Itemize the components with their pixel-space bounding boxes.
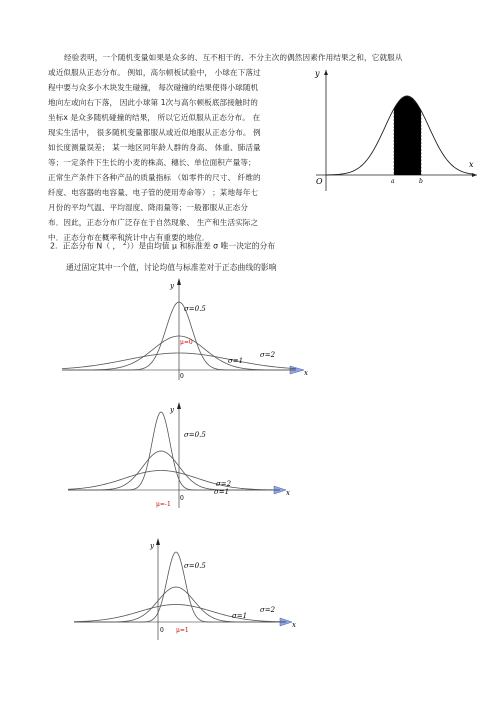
normal-graph-mu-1 <box>72 536 302 646</box>
origin-label: O <box>316 177 323 186</box>
sigma-1-label: σ=1 <box>228 357 244 365</box>
sigma-2-label: σ=2 <box>260 351 276 359</box>
section-text-b: ））是由均值 μ 和标准差 σ 唯一决定的分布 <box>126 241 276 251</box>
shaded-normal-figure <box>312 66 482 198</box>
normal-graph-mu-minus-1 <box>66 400 296 512</box>
origin-label: 0 <box>180 373 184 380</box>
sigma-0.5-label: σ=0.5 <box>184 562 206 570</box>
intro-line: 中．正态分布在概率和统计中占有重要的地位． <box>48 233 210 242</box>
curve-sigma-0.5 <box>74 552 286 622</box>
intro-line: 地向左或向右下落， 因此小球第 1次与高尔顿板底部接触时的 <box>48 98 258 107</box>
intro-line: 现实生活中， 很多随机变量都服从或近似地服从正态分布。 例 <box>48 128 261 137</box>
x-axis-arrow <box>472 173 477 177</box>
curve-sigma-2 <box>74 605 286 622</box>
intro-line: 等；一定条件下生长的小麦的株高、穗长、单位面积产量等； <box>48 158 256 167</box>
intro-line: 正常生产条件下各种产品的质量指标 （如零件的尺寸、 纤维的 <box>48 173 261 182</box>
mu-label: μ=-1 <box>156 501 171 508</box>
section-2-heading <box>50 240 275 252</box>
mu-label: μ=1 <box>176 627 189 634</box>
curve-sigma-2 <box>68 471 280 490</box>
y-axis-label: y <box>170 282 174 290</box>
intro-line: 程中要与众多小木块发生碰撞， 每次碰撞的结果使得小球随机 <box>48 83 259 92</box>
intro-line: 或近似服从正态分布。 例如，高尔顿板试验中， 小球在下落过 <box>48 68 261 77</box>
intro-line: 布．因此，正态分布广泛存在于自然现象、 生产和生活实际之 <box>48 218 259 227</box>
intro-line: 经验表明，一个随机变量如果是众多的、互不相干的、不分主次的偶然因素作用结果之和，它就服从 <box>64 53 403 62</box>
y-axis-arrow <box>156 538 160 545</box>
x-axis-label: x <box>286 489 290 497</box>
intro-line: 纤度、电容器的电容量、电子管的使用寿命等） ；某地每年七 <box>48 188 259 197</box>
section-2-subtitle: 通过固定其中一个值，讨论均值与标准差对于正态曲线的影响 <box>66 263 277 272</box>
y-axis-arrow <box>177 278 181 285</box>
y-axis-label: y <box>315 69 320 78</box>
shaded-region <box>394 96 421 175</box>
sigma-1-label: σ=1 <box>232 612 248 620</box>
section-text-a: 正态分布 N（ ， <box>62 241 123 251</box>
intro-line: 月份的平均气温、平均湿度、降雨量等；一般都服从正态分 <box>48 203 249 212</box>
label-a: a <box>391 178 395 185</box>
x-axis-label: x <box>469 160 474 169</box>
y-axis-label: y <box>150 542 154 550</box>
intro-line: 坐标x 是众多随机碰撞的结果， 所以它近似服从正态分布。 在 <box>48 113 261 122</box>
origin-label: 0 <box>180 495 184 502</box>
x-axis-label: x <box>304 369 308 377</box>
x-axis-label: x <box>292 621 296 629</box>
intro-line: 如长度测量误差； 某一地区同年龄人群的身高、 体重、肺活量 <box>48 143 261 152</box>
superscript-2: 2 <box>122 240 127 247</box>
section-number: 2． <box>50 241 63 251</box>
y-axis-arrow <box>177 402 181 409</box>
sigma-0.5-label: σ=0.5 <box>184 305 206 313</box>
normal-graph-mu-0 <box>60 276 310 386</box>
origin-label: 0 <box>160 627 164 634</box>
sigma-2-label: σ=2 <box>216 480 232 488</box>
label-b: b <box>419 178 423 185</box>
curve-sigma-1 <box>68 451 280 490</box>
sigma-2-label: σ=2 <box>260 606 276 614</box>
y-axis-label: y <box>170 406 174 414</box>
curve-sigma-0.5 <box>68 412 280 490</box>
mu-label: μ=0 <box>180 339 193 346</box>
sigma-1-label: σ=1 <box>214 488 230 496</box>
sigma-0.5-label: σ=0.5 <box>184 431 206 439</box>
y-axis-arrow <box>324 70 328 75</box>
